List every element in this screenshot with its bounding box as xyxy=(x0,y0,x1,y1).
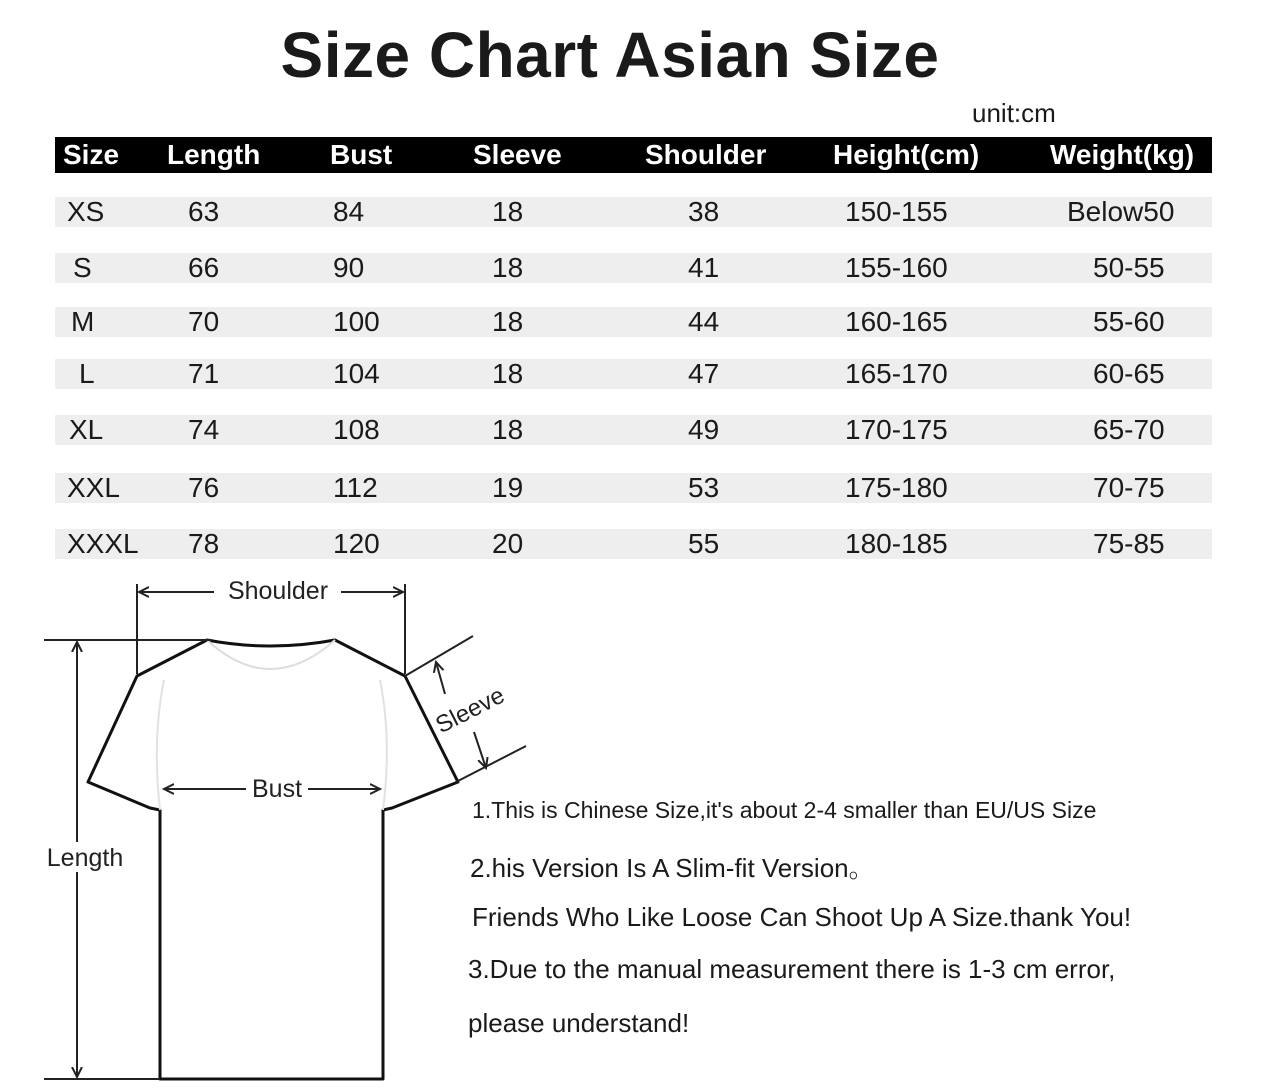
cell-weight: Below50 xyxy=(1067,196,1175,227)
cell-height: 160-165 xyxy=(845,306,948,337)
cell-bust: 90 xyxy=(333,252,365,283)
length-label: Length xyxy=(46,844,124,872)
table-row xyxy=(55,529,1212,559)
cell-shoulder: 47 xyxy=(688,358,720,389)
table-row xyxy=(55,359,1212,389)
cell-height: 170-175 xyxy=(845,414,948,445)
cell-height: 175-180 xyxy=(845,472,948,503)
cell-weight: 75-85 xyxy=(1093,528,1165,559)
cell-weight: 70-75 xyxy=(1093,472,1165,503)
cell-sleeve: 18 xyxy=(492,252,524,283)
cell-shoulder: 44 xyxy=(688,306,720,337)
shoulder-label: Shoulder xyxy=(227,577,329,605)
cell-sleeve: 20 xyxy=(492,528,524,559)
cell-length: 70 xyxy=(188,306,220,337)
cell-size: XL xyxy=(69,414,104,445)
note-3-continued: please understand! xyxy=(468,1008,690,1038)
table-row xyxy=(55,197,1212,227)
cell-length: 74 xyxy=(188,414,220,445)
tshirt-outline xyxy=(88,640,458,1079)
header-bust: Bust xyxy=(330,139,393,170)
cell-sleeve: 19 xyxy=(492,472,524,503)
cell-length: 76 xyxy=(188,472,220,503)
unit-label: unit:cm xyxy=(972,98,1056,128)
cell-shoulder: 53 xyxy=(688,472,720,503)
cell-height: 180-185 xyxy=(845,528,948,559)
cell-shoulder: 55 xyxy=(688,528,720,559)
header-weight: Weight(kg) xyxy=(1050,139,1195,170)
cell-shoulder: 38 xyxy=(688,196,720,227)
cell-shoulder: 41 xyxy=(688,252,720,283)
header-sleeve: Sleeve xyxy=(473,139,562,170)
cell-height: 150-155 xyxy=(845,196,948,227)
sleeve-tick-bottom xyxy=(456,746,526,782)
cell-sleeve: 18 xyxy=(492,414,524,445)
cell-weight: 60-65 xyxy=(1093,358,1165,389)
table-header xyxy=(55,137,1212,173)
cell-size: XXL xyxy=(67,472,120,503)
header-height: Height(cm) xyxy=(833,139,980,170)
cell-bust: 120 xyxy=(333,528,380,559)
cell-weight: 55-60 xyxy=(1093,306,1165,337)
header-size: Size xyxy=(63,139,120,170)
cell-height: 155-160 xyxy=(845,252,948,283)
cell-height: 165-170 xyxy=(845,358,948,389)
cell-length: 66 xyxy=(188,252,220,283)
sleeve-arrow-bottom xyxy=(474,732,486,768)
table-row xyxy=(55,415,1212,445)
cell-size: XXXL xyxy=(67,528,139,559)
cell-size: L xyxy=(79,358,95,389)
table-row xyxy=(55,473,1212,503)
cell-length: 78 xyxy=(188,528,220,559)
table-row xyxy=(55,307,1212,337)
cell-bust: 104 xyxy=(333,358,380,389)
cell-size: M xyxy=(71,306,95,337)
cell-weight: 50-55 xyxy=(1093,252,1165,283)
bust-label: Bust xyxy=(251,775,303,803)
page-title: Size Chart Asian Size xyxy=(280,19,940,91)
note-2: 2.his Version Is A Slim-fit Version。 xyxy=(470,853,875,883)
header-shoulder: Shoulder xyxy=(645,139,767,170)
cell-bust: 84 xyxy=(333,196,365,227)
cell-sleeve: 18 xyxy=(492,358,524,389)
cell-sleeve: 18 xyxy=(492,196,524,227)
cell-sleeve: 18 xyxy=(492,306,524,337)
note-2-continued: Friends Who Like Loose Can Shoot Up A Size.thank You! xyxy=(472,902,1132,932)
cell-bust: 100 xyxy=(333,306,380,337)
cell-length: 63 xyxy=(188,196,220,227)
sleeve-label: Sleeve xyxy=(431,681,510,740)
header-length: Length xyxy=(167,139,261,170)
cell-size: XS xyxy=(67,196,105,227)
cell-weight: 65-70 xyxy=(1093,414,1165,445)
cell-shoulder: 49 xyxy=(688,414,720,445)
cell-bust: 108 xyxy=(333,414,380,445)
cell-length: 71 xyxy=(188,358,220,389)
note-1: 1.This is Chinese Size,it's about 2-4 smaller than EU/US Size xyxy=(472,797,1097,823)
cell-size: S xyxy=(73,252,92,283)
sleeve-arrow-top xyxy=(436,662,445,694)
note-3: 3.Due to the manual measurement there is 1-3 cm error, xyxy=(468,954,1116,984)
table-row xyxy=(55,253,1212,283)
cell-bust: 112 xyxy=(333,472,378,503)
